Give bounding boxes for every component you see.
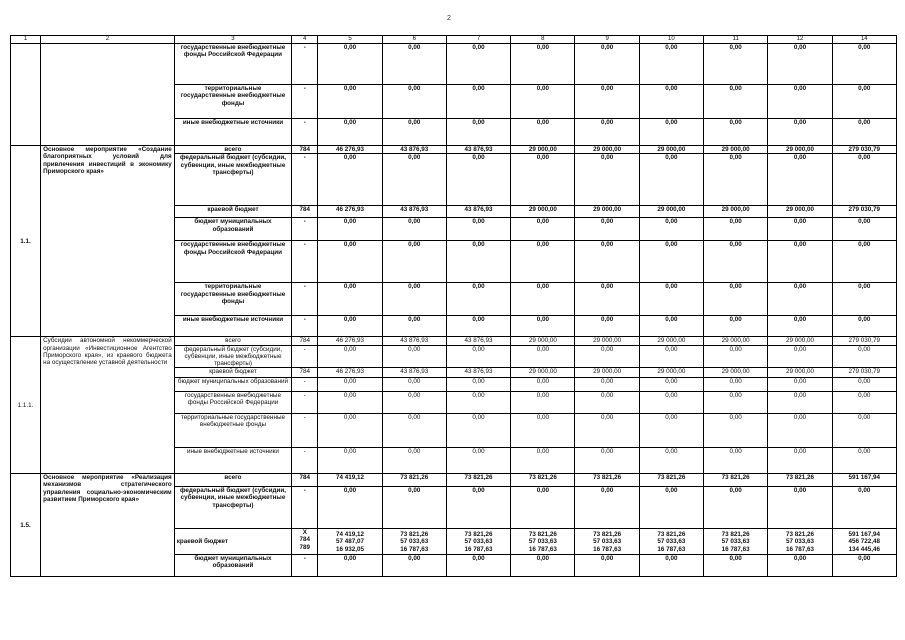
value-cell: 43 876,93 — [446, 206, 510, 218]
value-cell: 0,00 — [382, 44, 446, 85]
value-cell — [511, 529, 575, 555]
value-cell: 0,00 — [446, 487, 510, 529]
value-cell: 29 000,00 — [639, 337, 703, 345]
value-cell: 0,00 — [446, 378, 510, 392]
value-cell: 29 000,00 — [575, 368, 639, 378]
value-cell: 0,00 — [575, 241, 639, 283]
event-title-cell: Субсидии автономной некоммерческой организации «Инвестиционное Агентство Приморского края», из краевого бюджета на осуществление уставной деятельности — [41, 337, 175, 474]
value-cell: 0,00 — [768, 44, 832, 85]
value-line: 73 821,26 — [400, 531, 429, 539]
code-line: 789 — [299, 543, 311, 551]
value-cell: 0,00 — [382, 378, 446, 392]
code-cell: - — [292, 218, 318, 241]
value-line: 16 787,63 — [528, 545, 557, 553]
value-cell: 73 821,26 — [704, 474, 768, 487]
value-cell: 0,00 — [382, 448, 446, 474]
value-cell: 29 000,00 — [768, 337, 832, 345]
value-cell: 0,00 — [382, 392, 446, 414]
table-row — [11, 36, 897, 44]
value-cell: 0,00 — [704, 218, 768, 241]
code-cell: - — [292, 555, 318, 577]
value-cell: 29 000,00 — [768, 368, 832, 378]
value-cell: 0,00 — [768, 392, 832, 414]
value-cell: 0,00 — [639, 283, 703, 316]
value-cell: 0,00 — [318, 44, 382, 85]
code-cell: 784 — [292, 337, 318, 345]
value-cell: 0,00 — [639, 154, 703, 206]
value-cell: 0,00 — [575, 555, 639, 577]
value-cell: 0,00 — [446, 414, 510, 448]
value-line: 73 821,26 — [721, 531, 750, 539]
value-cell: 0,00 — [704, 487, 768, 529]
source-cell: федеральный бюджет (субсидии, субвенции, иные межбюджетные трансферты) — [174, 154, 292, 206]
source-cell: бюджет муниципальных образований — [174, 378, 292, 392]
value-cell: 73 821,26 — [511, 474, 575, 487]
code-cell: 784 — [292, 474, 318, 487]
value-cell: 0,00 — [575, 44, 639, 85]
value-cell: 0,00 — [318, 119, 382, 146]
source-cell: территориальные государственные внебюджетные фонды — [174, 414, 292, 448]
source-cell: иные внебюджетные источники — [174, 448, 292, 474]
value-cell: 0,00 — [832, 392, 896, 414]
value-cell: 0,00 — [639, 555, 703, 577]
value-cell: 29 000,00 — [575, 206, 639, 218]
value-cell: 0,00 — [575, 487, 639, 529]
value-cell: 29 000,00 — [639, 206, 703, 218]
value-cell: 0,00 — [832, 283, 896, 316]
header-cell: 1 — [11, 36, 41, 44]
source-cell: бюджет муниципальных образований — [174, 555, 292, 577]
value-cell: 0,00 — [768, 487, 832, 529]
value-cell: 73 821,26 — [639, 474, 703, 487]
value-cell: 43 876,93 — [382, 368, 446, 378]
code-line: 784 — [299, 536, 311, 544]
value-line: 16 787,63 — [657, 545, 686, 553]
value-cell: 29 000,00 — [511, 206, 575, 218]
event-title-cell: Основное мероприятие «Реализация механизмов стратегического управления социально-экономическим развитием Приморского края» — [41, 474, 175, 577]
code-cell: - — [292, 345, 318, 368]
value-line: 57 033,63 — [785, 538, 814, 546]
source-cell: всего — [174, 474, 292, 487]
value-cell — [704, 529, 768, 555]
budget-table — [10, 35, 897, 577]
value-cell: 29 000,00 — [704, 337, 768, 345]
value-cell: 0,00 — [768, 448, 832, 474]
value-cell: 43 876,93 — [446, 146, 510, 154]
row-number-cell — [11, 44, 41, 146]
value-cell: 0,00 — [832, 119, 896, 146]
value-cell: 0,00 — [511, 316, 575, 337]
value-cell: 0,00 — [511, 448, 575, 474]
value-cell: 0,00 — [446, 218, 510, 241]
value-cell: 73 821,26 — [446, 474, 510, 487]
table-row — [11, 337, 897, 345]
value-cell: 0,00 — [768, 345, 832, 368]
value-cell: 0,00 — [575, 448, 639, 474]
value-cell: 0,00 — [639, 119, 703, 146]
value-line: 16 787,63 — [400, 545, 429, 553]
value-line: 57 033,63 — [721, 538, 750, 546]
value-cell: 0,00 — [446, 283, 510, 316]
header-cell: 6 — [382, 36, 446, 44]
value-cell: 0,00 — [575, 283, 639, 316]
value-cell — [639, 529, 703, 555]
value-cell: 0,00 — [318, 487, 382, 529]
value-cell: 0,00 — [382, 154, 446, 206]
value-cell: 0,00 — [382, 283, 446, 316]
value-line: 16 787,63 — [721, 545, 750, 553]
value-cell: 0,00 — [382, 119, 446, 146]
value-cell: 0,00 — [575, 154, 639, 206]
value-cell — [318, 529, 382, 555]
value-cell: 0,00 — [704, 44, 768, 85]
value-cell: 0,00 — [575, 218, 639, 241]
code-cell: - — [292, 448, 318, 474]
header-cell: 8 — [511, 36, 575, 44]
code-cell: 784 — [292, 206, 318, 218]
header-cell: 4 — [292, 36, 318, 44]
value-cell: 0,00 — [382, 241, 446, 283]
value-cell: 0,00 — [318, 85, 382, 119]
value-cell: 279 030,79 — [832, 206, 896, 218]
value-cell: 0,00 — [768, 85, 832, 119]
value-cell: 0,00 — [832, 555, 896, 577]
value-line: 73 821,26 — [785, 531, 814, 539]
value-cell: 0,00 — [768, 119, 832, 146]
value-cell: 0,00 — [318, 378, 382, 392]
event-title-cell: Основное мероприятие «Создание благоприятных условий для привлечения инвестиций в экономику Приморского края» — [41, 146, 175, 337]
value-cell: 0,00 — [768, 154, 832, 206]
row-number-cell: 1.1.1. — [11, 337, 41, 474]
value-cell: 0,00 — [704, 283, 768, 316]
code-cell: 784 — [292, 368, 318, 378]
value-cell: 0,00 — [318, 218, 382, 241]
value-cell: 0,00 — [511, 85, 575, 119]
value-cell: 0,00 — [704, 555, 768, 577]
value-cell: 0,00 — [704, 119, 768, 146]
value-line: 456 722,48 — [848, 538, 881, 546]
value-cell: 0,00 — [832, 44, 896, 85]
value-cell: 46 276,93 — [318, 206, 382, 218]
value-cell: 0,00 — [318, 448, 382, 474]
value-cell: 0,00 — [446, 44, 510, 85]
source-cell: иные внебюджетные источники — [174, 119, 292, 146]
value-cell: 0,00 — [832, 378, 896, 392]
value-cell: 0,00 — [318, 345, 382, 368]
value-cell: 29 000,00 — [511, 146, 575, 154]
value-cell: 0,00 — [511, 283, 575, 316]
value-cell: 29 000,00 — [768, 206, 832, 218]
value-cell: 0,00 — [382, 414, 446, 448]
value-cell: 0,00 — [382, 345, 446, 368]
value-line: 57 033,63 — [528, 538, 557, 546]
value-cell: 0,00 — [639, 448, 703, 474]
table-body — [11, 36, 897, 577]
code-cell: - — [292, 241, 318, 283]
source-cell: территориальные государственные внебюджетные фонды — [174, 85, 292, 119]
value-cell — [575, 529, 639, 555]
value-cell: 0,00 — [511, 487, 575, 529]
source-cell: всего — [174, 146, 292, 154]
value-cell: 0,00 — [768, 555, 832, 577]
value-cell: 0,00 — [382, 316, 446, 337]
table-row — [11, 474, 897, 487]
header-cell: 10 — [639, 36, 703, 44]
source-cell: иные внебюджетные источники — [174, 316, 292, 337]
code-cell: - — [292, 316, 318, 337]
row-number-cell: 1.1. — [11, 146, 41, 337]
value-line: 73 821,26 — [528, 531, 557, 539]
value-cell: 0,00 — [318, 414, 382, 448]
code-cell: - — [292, 378, 318, 392]
value-cell: 591 167,94 — [832, 474, 896, 487]
value-cell: 0,00 — [768, 241, 832, 283]
value-cell: 0,00 — [639, 241, 703, 283]
value-cell: 0,00 — [639, 414, 703, 448]
value-line: 57 033,63 — [400, 538, 429, 546]
code-cell: - — [292, 283, 318, 316]
header-cell: 12 — [768, 36, 832, 44]
value-cell: 0,00 — [511, 414, 575, 448]
value-cell: 0,00 — [382, 85, 446, 119]
value-cell: 0,00 — [832, 154, 896, 206]
value-cell: 0,00 — [704, 378, 768, 392]
value-cell: 0,00 — [511, 392, 575, 414]
value-line: 57 033,63 — [464, 538, 493, 546]
value-cell — [446, 529, 510, 555]
header-cell: 14 — [832, 36, 896, 44]
code-cell — [292, 529, 318, 555]
value-cell: 279 030,79 — [832, 368, 896, 378]
value-cell: 0,00 — [575, 392, 639, 414]
value-cell: 0,00 — [446, 448, 510, 474]
value-cell: 0,00 — [639, 487, 703, 529]
source-cell: федеральный бюджет (субсидии, субвенции, иные межбюджетные трансферты) — [174, 487, 292, 529]
value-cell — [382, 529, 446, 555]
value-line: 73 821,26 — [464, 531, 493, 539]
value-cell: 29 000,00 — [704, 206, 768, 218]
row-number-cell: 1.5. — [11, 474, 41, 577]
value-cell: 0,00 — [511, 555, 575, 577]
value-cell: 29 000,00 — [511, 337, 575, 345]
value-line: 74 419,12 — [335, 531, 364, 539]
value-cell: 43 876,93 — [382, 146, 446, 154]
value-cell: 0,00 — [318, 392, 382, 414]
value-cell: 29 000,00 — [639, 146, 703, 154]
value-cell — [832, 529, 896, 555]
source-cell: государственные внебюджетные фонды Российской Федерации — [174, 241, 292, 283]
value-cell: 29 000,00 — [575, 337, 639, 345]
value-cell: 29 000,00 — [704, 368, 768, 378]
value-cell: 0,00 — [704, 154, 768, 206]
value-cell: 46 276,93 — [318, 146, 382, 154]
value-cell: 0,00 — [832, 241, 896, 283]
value-cell: 0,00 — [575, 378, 639, 392]
header-cell: 2 — [41, 36, 175, 44]
value-cell: 73 821,26 — [382, 474, 446, 487]
value-cell: 0,00 — [446, 241, 510, 283]
value-cell: 0,00 — [639, 345, 703, 368]
value-cell: 0,00 — [704, 414, 768, 448]
value-cell: 0,00 — [575, 119, 639, 146]
source-cell: всего — [174, 337, 292, 345]
value-cell: 0,00 — [511, 345, 575, 368]
value-cell: 0,00 — [639, 85, 703, 119]
value-line: 16 787,63 — [464, 545, 493, 553]
value-cell: 0,00 — [511, 44, 575, 85]
value-cell: 73 821,26 — [575, 474, 639, 487]
value-cell: 0,00 — [446, 555, 510, 577]
value-cell: 0,00 — [704, 241, 768, 283]
value-cell: 0,00 — [446, 85, 510, 119]
source-cell: краевой бюджет — [174, 529, 292, 555]
value-cell: 73 821,26 — [768, 474, 832, 487]
value-cell: 0,00 — [639, 378, 703, 392]
value-line: 591 167,94 — [848, 531, 881, 539]
value-cell: 0,00 — [832, 85, 896, 119]
value-cell: 279 030,79 — [832, 337, 896, 345]
value-line: 57 033,63 — [657, 538, 686, 546]
value-cell: 0,00 — [768, 218, 832, 241]
value-line: 16 787,63 — [593, 545, 622, 553]
code-cell: - — [292, 392, 318, 414]
value-cell: 0,00 — [511, 378, 575, 392]
code-cell: - — [292, 119, 318, 146]
value-cell: 0,00 — [446, 316, 510, 337]
header-cell: 7 — [446, 36, 510, 44]
value-cell: 0,00 — [446, 119, 510, 146]
value-cell: 0,00 — [768, 283, 832, 316]
value-cell: 0,00 — [832, 316, 896, 337]
value-cell: 0,00 — [318, 316, 382, 337]
value-cell: 0,00 — [382, 487, 446, 529]
value-cell: 29 000,00 — [511, 368, 575, 378]
value-cell: 74 419,12 — [318, 474, 382, 487]
table-row — [11, 146, 897, 154]
value-cell: 0,00 — [511, 218, 575, 241]
source-cell: территориальные государственные внебюджетные фонды — [174, 283, 292, 316]
code-cell: - — [292, 487, 318, 529]
header-cell: 3 — [174, 36, 292, 44]
header-cell: 9 — [575, 36, 639, 44]
value-cell: 0,00 — [704, 316, 768, 337]
value-cell: 43 876,93 — [382, 337, 446, 345]
header-cell: 11 — [704, 36, 768, 44]
value-cell: 46 276,93 — [318, 337, 382, 345]
value-cell: 0,00 — [446, 392, 510, 414]
value-cell: 0,00 — [832, 414, 896, 448]
value-cell: 0,00 — [639, 218, 703, 241]
value-cell: 0,00 — [832, 487, 896, 529]
table-row — [11, 44, 897, 85]
value-cell: 0,00 — [382, 218, 446, 241]
source-cell: государственные внебюджетные фонды Российской Федерации — [174, 392, 292, 414]
value-cell — [768, 529, 832, 555]
value-cell: 0,00 — [575, 85, 639, 119]
value-line: 134 445,46 — [848, 545, 881, 553]
value-cell: 0,00 — [832, 345, 896, 368]
value-cell: 43 876,93 — [382, 206, 446, 218]
value-cell: 29 000,00 — [704, 146, 768, 154]
page-number: 2 — [447, 15, 451, 22]
value-cell: 0,00 — [511, 119, 575, 146]
value-cell: 43 876,93 — [446, 368, 510, 378]
value-line: 16 787,63 — [785, 545, 814, 553]
value-cell: 43 876,93 — [446, 337, 510, 345]
value-cell: 0,00 — [575, 414, 639, 448]
code-cell: - — [292, 44, 318, 85]
code-cell: - — [292, 85, 318, 119]
value-cell: 0,00 — [511, 154, 575, 206]
value-cell: 29 000,00 — [575, 146, 639, 154]
value-line: 57 033,63 — [593, 538, 622, 546]
event-title-cell — [41, 44, 175, 146]
value-cell: 0,00 — [318, 154, 382, 206]
value-cell: 0,00 — [318, 241, 382, 283]
value-cell: 0,00 — [704, 85, 768, 119]
value-line: 73 821,26 — [593, 531, 622, 539]
value-cell: 0,00 — [639, 44, 703, 85]
value-cell: 29 000,00 — [639, 368, 703, 378]
value-cell: 0,00 — [704, 392, 768, 414]
value-cell: 0,00 — [704, 345, 768, 368]
value-cell: 0,00 — [639, 392, 703, 414]
value-cell: 0,00 — [704, 448, 768, 474]
source-cell: краевой бюджет — [174, 206, 292, 218]
source-cell: бюджет муниципальных образований — [174, 218, 292, 241]
value-cell: 0,00 — [832, 448, 896, 474]
value-cell: 0,00 — [382, 555, 446, 577]
value-line: 57 487,07 — [335, 538, 364, 546]
code-cell: 784 — [292, 146, 318, 154]
value-cell: 0,00 — [446, 154, 510, 206]
value-cell: 46 276,93 — [318, 368, 382, 378]
source-cell: федеральный бюджет (субсидии, субвенции, иные межбюджетные трансферты) — [174, 345, 292, 368]
value-cell: 0,00 — [639, 316, 703, 337]
value-cell: 0,00 — [575, 345, 639, 368]
value-cell: 0,00 — [768, 378, 832, 392]
value-cell: 0,00 — [511, 241, 575, 283]
source-cell: краевой бюджет — [174, 368, 292, 378]
value-cell: 0,00 — [446, 345, 510, 368]
code-line: X — [302, 529, 307, 537]
value-line: 16 932,05 — [335, 545, 364, 553]
value-line: 73 821,26 — [657, 531, 686, 539]
value-cell: 0,00 — [768, 414, 832, 448]
value-cell: 0,00 — [318, 555, 382, 577]
value-cell: 0,00 — [318, 283, 382, 316]
header-cell: 5 — [318, 36, 382, 44]
code-cell: - — [292, 154, 318, 206]
value-cell: 0,00 — [832, 218, 896, 241]
source-cell: государственные внебюджетные фонды Российской Федерации — [174, 44, 292, 85]
value-cell: 0,00 — [768, 316, 832, 337]
code-cell: - — [292, 414, 318, 448]
value-cell: 0,00 — [575, 316, 639, 337]
value-cell: 279 030,79 — [832, 146, 896, 154]
value-cell: 29 000,00 — [768, 146, 832, 154]
